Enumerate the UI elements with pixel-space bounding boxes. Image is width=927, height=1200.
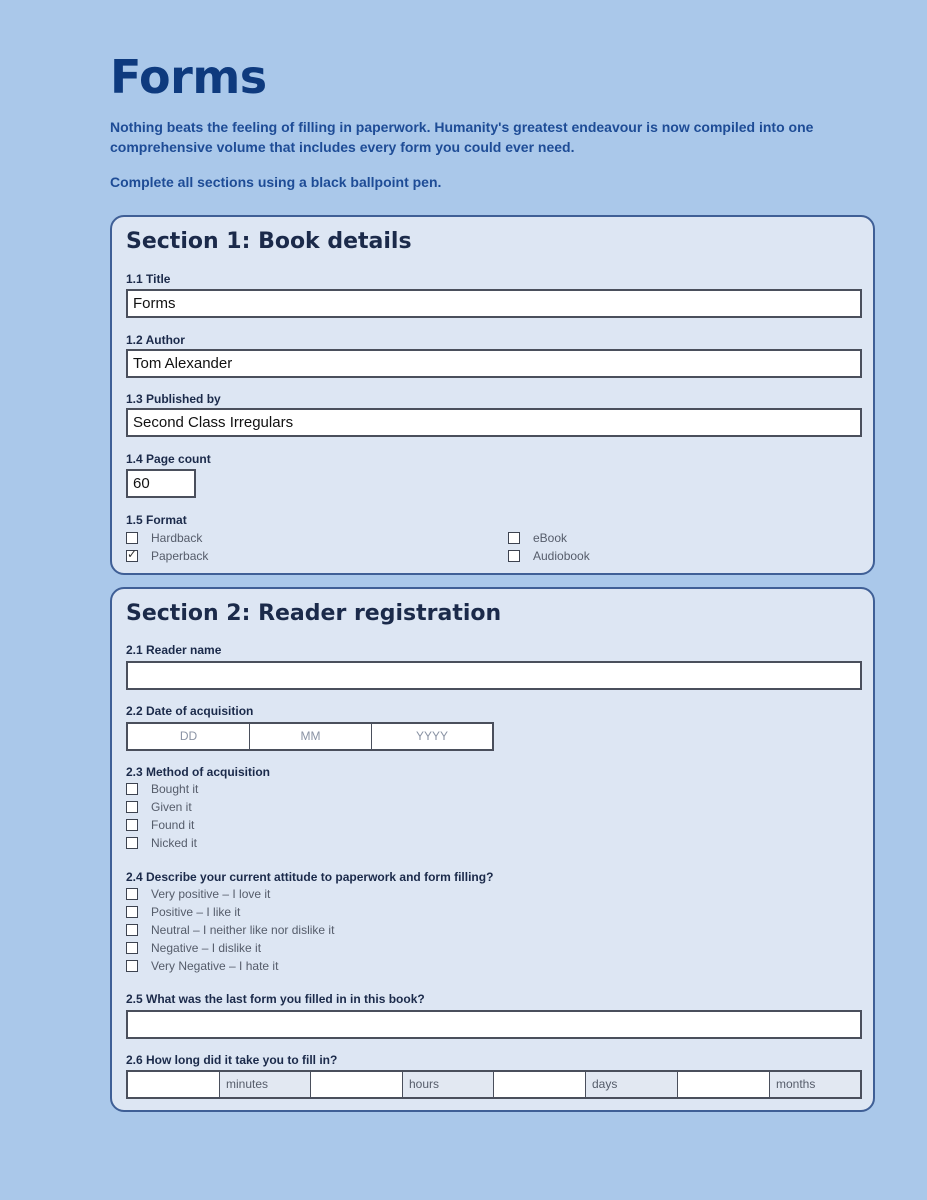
reader-name-label: 2.1 Reader name xyxy=(126,643,222,657)
attitude-label: 2.4 Describe your current attitude to paperwork and form filling? xyxy=(126,870,494,884)
duration-hours-input[interactable] xyxy=(311,1072,403,1097)
date-day-input[interactable]: DD xyxy=(128,724,250,749)
attitude-option-positive[interactable] xyxy=(126,905,240,919)
last-form-label: 2.5 What was the last form you filled in in this book? xyxy=(126,992,425,1006)
format-label: 1.5 Format xyxy=(126,513,187,527)
page-count-label: 1.4 Page count xyxy=(126,452,211,466)
author-input[interactable]: Tom Alexander xyxy=(126,349,862,378)
checkbox[interactable] xyxy=(126,783,138,795)
date-input-group xyxy=(126,722,494,751)
option-label: Audiobook xyxy=(533,549,590,563)
method-option-given[interactable] xyxy=(126,800,192,814)
checkbox[interactable] xyxy=(126,801,138,813)
instruction-text: Complete all sections using a black ballpoint pen. xyxy=(110,174,442,190)
author-label: 1.2 Author xyxy=(126,333,185,347)
section-1-title: Section 1: Book details xyxy=(126,229,412,254)
date-year-input[interactable]: YYYY xyxy=(415,729,448,743)
option-label: Very Negative – I hate it xyxy=(151,959,279,973)
duration-label: 2.6 How long did it take you to fill in? xyxy=(126,1053,338,1067)
attitude-option-very-negative[interactable] xyxy=(126,959,278,973)
option-label: Very positive – I love it xyxy=(151,887,271,901)
duration-months-input[interactable] xyxy=(678,1072,770,1097)
option-label: Paperback xyxy=(151,549,209,563)
option-label: Neutral – I neither like nor dislike it xyxy=(151,923,335,937)
format-option-hardback[interactable] xyxy=(126,531,202,545)
title-input[interactable]: Forms xyxy=(126,289,862,318)
title-label: 1.1 Title xyxy=(126,272,171,286)
page-title: Forms xyxy=(110,50,267,104)
format-option-paperback[interactable] xyxy=(126,549,208,563)
method-option-found[interactable] xyxy=(126,818,194,832)
checkbox[interactable] xyxy=(508,532,520,544)
publisher-label: 1.3 Published by xyxy=(126,392,221,406)
checkbox[interactable] xyxy=(126,819,138,831)
page-count-input[interactable]: 60 xyxy=(126,469,196,498)
format-option-audiobook[interactable] xyxy=(508,549,590,563)
section-book-details xyxy=(110,215,875,575)
date-label: 2.2 Date of acquisition xyxy=(126,704,254,718)
option-label: Given it xyxy=(151,800,192,814)
option-label: Found it xyxy=(151,818,195,832)
intro-text: Nothing beats the feeling of filling in paperwork. Humanity's greatest endeavour is now compiled into one comprehensive volume that includes every form you could ever need. xyxy=(110,119,814,155)
option-label: eBook xyxy=(533,531,568,545)
format-option-ebook[interactable] xyxy=(508,531,567,545)
duration-unit-hours: hours xyxy=(403,1072,494,1097)
duration-input-group xyxy=(126,1070,862,1099)
attitude-option-neutral[interactable] xyxy=(126,923,334,937)
duration-minutes-input[interactable] xyxy=(128,1072,220,1097)
checkbox[interactable] xyxy=(126,960,138,972)
date-month-input[interactable]: MM xyxy=(250,724,372,749)
option-label: Positive – I like it xyxy=(151,905,241,919)
checkbox[interactable] xyxy=(126,924,138,936)
publisher-input[interactable]: Second Class Irregulars xyxy=(126,408,862,437)
checkbox[interactable] xyxy=(126,837,138,849)
checkbox[interactable] xyxy=(126,942,138,954)
method-option-bought[interactable] xyxy=(126,782,198,796)
option-label: Nicked it xyxy=(151,836,198,850)
checkbox-checked[interactable] xyxy=(126,550,138,562)
last-form-input[interactable] xyxy=(126,1010,862,1039)
section-reader-registration xyxy=(110,587,875,1112)
checkbox[interactable] xyxy=(126,906,138,918)
duration-unit-months: months xyxy=(770,1072,860,1097)
method-label: 2.3 Method of acquisition xyxy=(126,765,271,779)
option-label: Bought it xyxy=(151,782,199,796)
reader-name-input[interactable] xyxy=(126,661,862,690)
duration-unit-minutes: minutes xyxy=(220,1072,311,1097)
section-2-title: Section 2: Reader registration xyxy=(126,601,502,626)
attitude-option-negative[interactable] xyxy=(126,941,261,955)
option-label: Negative – I dislike it xyxy=(151,941,262,955)
checkbox[interactable] xyxy=(126,532,138,544)
checkbox[interactable] xyxy=(508,550,520,562)
checkbox[interactable] xyxy=(126,888,138,900)
method-option-nicked[interactable] xyxy=(126,836,197,850)
duration-days-input[interactable] xyxy=(494,1072,586,1097)
option-label: Hardback xyxy=(151,531,203,545)
attitude-option-very-positive[interactable] xyxy=(126,887,270,901)
duration-unit-days: days xyxy=(586,1072,678,1097)
